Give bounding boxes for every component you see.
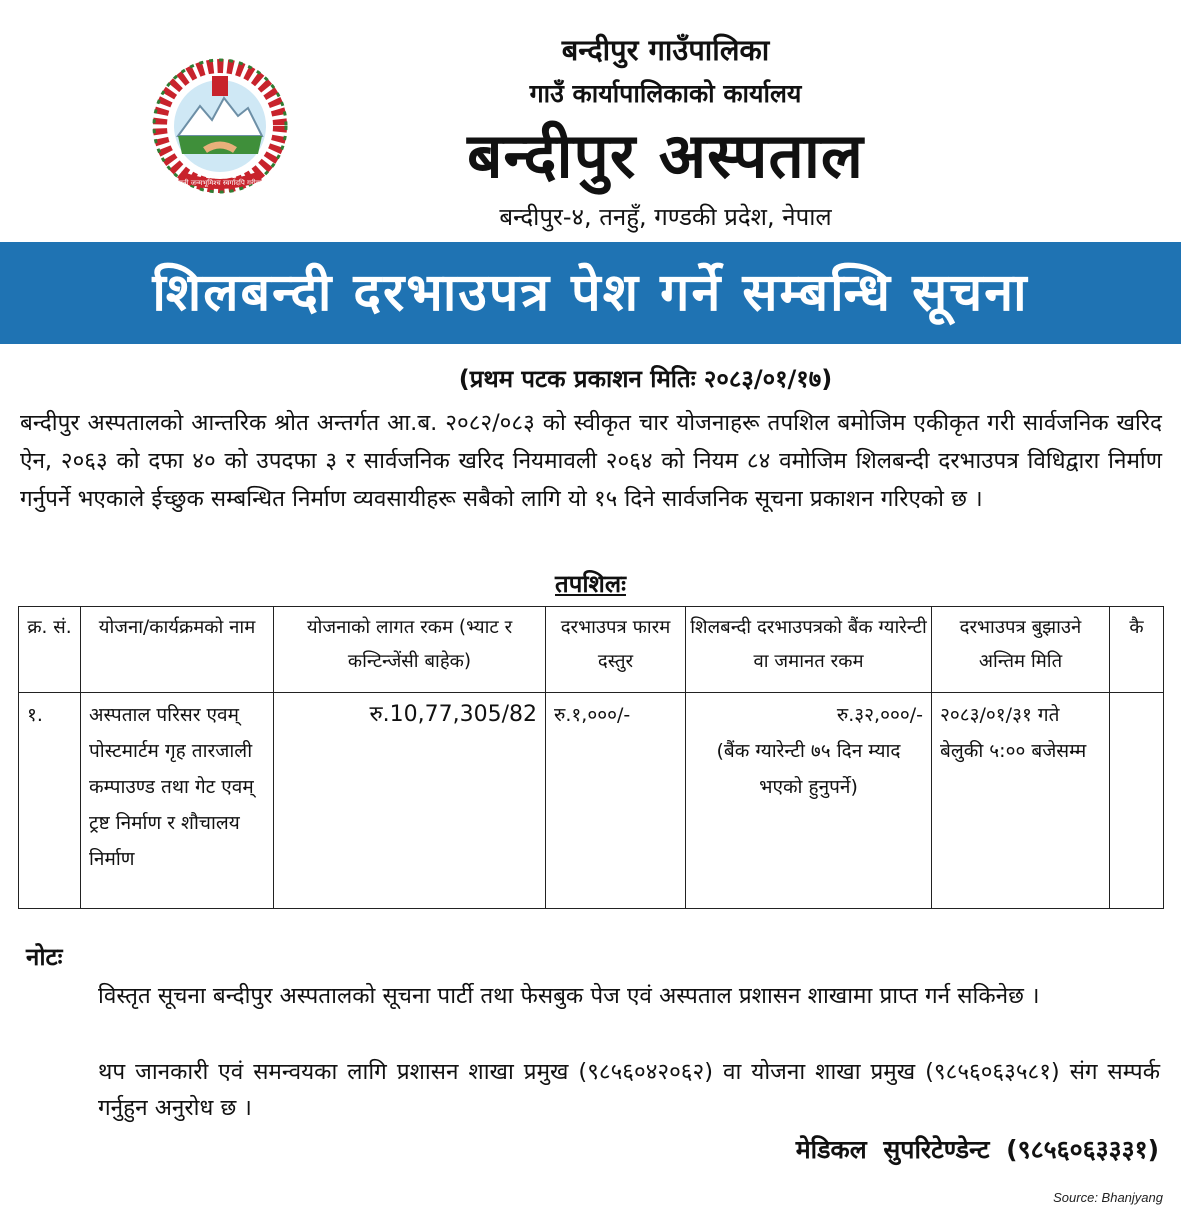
header-project: योजना/कार्यक्रमको नाम <box>81 607 274 693</box>
notice-title: शिलबन्दी दरभाउपत्र पेश गर्ने सम्बन्धि सूचना <box>152 263 1029 323</box>
cell-remarks <box>1110 693 1164 909</box>
cell-form-fee: रु.१,०००/- <box>546 693 686 909</box>
municipality-name: बन्दीपुर गाउँपालिका <box>561 33 770 67</box>
note-item: विस्तृत सूचना बन्दीपुर अस्पतालको सूचना पार्टी तथा फेसबुक पेज एवं अस्पताल प्रशासन शाखामा प्राप्त गर्न सकिनेछ । <box>98 983 1040 1009</box>
notice-body: बन्दीपुर अस्पतालको आन्तरिक श्रोत अन्तर्गत आ.ब. २०८२/०८३ को स्वीकृत चार योजनाहरू तपशिल बमोजिम एकीकृत गरी सार्वजनिक खरिद ऐन, २०६३ को दफा ४० को उपदफा ३ र सार्वजनिक खरिद नियमावली २०६४ को नियम ८४ वमोजिम शिलबन्दी दरभाउपत्र विधिद्वारा निर्माण गर्नुपर्ने भएकाले ईच्छुक सम्बन्धित निर्माण व्यवसायीहरू सबैको लागि यो १५ दिने सार्वजनिक सूचना प्रकाशन गरिएको छ । <box>20 410 1162 512</box>
svg-text:जननी जन्मभूमिश्च स्वर्गादपि गर: जननी जन्मभूमिश्च स्वर्गादपि गरीयसी <box>173 179 267 187</box>
header-remarks: कै <box>1110 607 1164 693</box>
note-label: नोटः <box>26 943 63 971</box>
header-sn: क्र. सं. <box>19 607 81 693</box>
cell-project: अस्पताल परिसर एवम् पोस्टमार्टम गृह तारजाली कम्पाउण्ड तथा गेट एवम् ट्रष्ट निर्माण र शौचालय निर्माण <box>81 693 274 909</box>
office-name: गाउँ कार्यापालिकाको कार्यालय <box>529 79 802 108</box>
header-deadline: दरभाउपत्र बुझाउने अन्तिम मिति <box>932 607 1110 693</box>
header-guarantee: शिलबन्दी दरभाउपत्रको बैंक ग्यारेन्टी वा जमानत रकम <box>686 607 932 693</box>
table-row <box>19 693 1164 909</box>
guarantee-note: (बैंक ग्यारेन्टी ७५ दिन म्याद भएको हुनुपर्ने) <box>716 740 901 798</box>
hospital-name: बन्दीपुर अस्पताल <box>467 119 864 192</box>
tender-table <box>18 606 1164 909</box>
header-form-fee: दरभाउपत्र फारम दस्तुर <box>546 607 686 693</box>
cell-guarantee <box>686 693 932 909</box>
header-cost: योजनाको लागत रकम (भ्याट र कन्टिन्जेंसी बाहेक) <box>274 607 546 693</box>
hospital-address: बन्दीपुर-४, तनहुँ, गण्डकी प्रदेश, नेपाल <box>499 203 832 231</box>
schedule-heading: तपशिलः <box>555 570 626 598</box>
cell-deadline: २०८३/०१/३१ गते बेलुकी ५:०० बजेसम्म <box>932 693 1110 909</box>
guarantee-amount: रु.३२,०००/- <box>836 704 923 726</box>
cell-sn: १. <box>19 693 81 909</box>
notice-title-banner <box>0 242 1181 344</box>
signature-line: मेडिकल सुपरिटेण्डेन्ट (९८५६०६३३३१) <box>795 1135 1159 1164</box>
note-item: थप जानकारी एवं समन्वयका लागि प्रशासन शाखा प्रमुख (९८५६०४२०६२) वा योजना शाखा प्रमुख (९८५६०६३५८१) संग सम्पर्क गर्नुहुन अनुरोध छ । <box>98 1059 1160 1121</box>
source-credit: Source: Bhanjyang <box>1053 1190 1163 1205</box>
publication-date: (प्रथम पटक प्रकाशन मितिः २०८३/०१/१७) <box>458 365 833 393</box>
table-header-row <box>19 607 1164 693</box>
cell-cost: रु.10,77,305/82 <box>274 693 546 909</box>
